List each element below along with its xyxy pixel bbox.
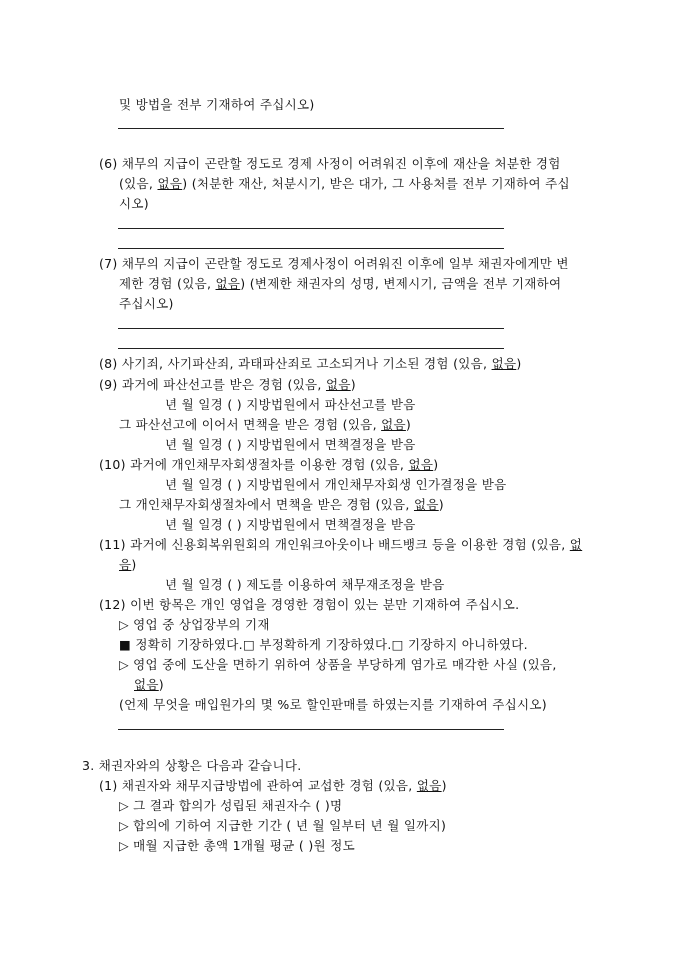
q11-number: (11) (99, 537, 126, 552)
checkbox-accurate: ■ 정확히 기장하였다. (119, 637, 243, 652)
q9-number: (9) (99, 377, 118, 392)
sec3-bullet2: ▷ 합의에 기하여 지급한 기간 ( 년 월 일부터 년 월 일까지) (119, 818, 447, 833)
sec3-bullet1: ▷ 그 결과 합의가 성립된 채권자수 ( )명 (119, 798, 343, 813)
sec3-q1: (1) 채권자와 채무지급방법에 관하여 교섭한 경험 (있음, 없음) (99, 778, 447, 793)
q6-line3: 시오) (119, 196, 149, 211)
q12-checkboxes (119, 637, 528, 653)
q7-line2: 제한 경험 (있음, 없음) (변제한 채권자의 성명, 변제시기, 금액을 전부 기재하여 (119, 276, 562, 291)
q6-line1: (6) 채무의 지급이 곤란할 정도로 경제 사정이 어려워진 이후에 재산을 처분한 경험 (99, 156, 561, 171)
q10-number: (10) (99, 457, 126, 472)
q9-date1: 년 월 일경 ( ) 지방법원에서 파산선고를 받음 (165, 397, 416, 412)
selected-option: 없음 (325, 377, 351, 392)
selected-option: 없음 (381, 417, 406, 432)
checkbox-not-kept: □ 기장하지 아니하였다. (391, 637, 528, 652)
sec3-bullet3: ▷ 매월 지급한 총액 1개월 평균 ( )원 정도 (119, 838, 355, 853)
answer-line (118, 328, 504, 329)
selected-option: 없 (569, 537, 583, 552)
q12-line: (12) 이번 항목은 개인 영업을 경영한 경험이 있는 분만 기재하여 주십시오. (99, 597, 520, 612)
q9-sub: 그 파산선고에 이어서 면책을 받은 경험 (있음, 없음) (119, 417, 412, 432)
q10-date1: 년 월 일경 ( ) 지방법원에서 개인채무자회생 인가결정을 받음 (165, 477, 507, 492)
answer-line (118, 128, 504, 129)
q10-sub: 그 개인채무자회생절차에서 면책을 받은 경험 (있음, 없음) (119, 497, 444, 512)
q7-line3: 주십시오) (119, 296, 174, 311)
selected-option: 없음 (134, 677, 159, 692)
q12-number: (12) (99, 597, 126, 612)
q11-line: (11) 과거에 신용회복위원회의 개인워크아웃이나 배드뱅크 등을 이용한 경험 (있음, 없 (99, 537, 583, 552)
q8-number: (8) (99, 356, 118, 371)
answer-line (118, 248, 504, 249)
q9-line: (9) 과거에 파산선고를 받은 경험 (있음, 없음) (99, 377, 356, 392)
selected-option: 없음 (215, 276, 241, 291)
answer-line (118, 228, 504, 229)
selected-option: 없음 (157, 176, 183, 191)
q7-line1: (7) 채무의 지급이 곤란할 정도로 경제사정이 어려워진 이후에 일부 채권자에게만 변 (99, 256, 569, 271)
intro-line: 및 방법을 전부 기재하여 주십시오) (119, 97, 315, 112)
q12-bullet1: ▷ 영업 중 상업장부의 기재 (119, 617, 270, 632)
q12-bullet2-answer: 없음) (134, 677, 164, 692)
q6-line2: (있음, 없음) (처분한 재산, 처분시기, 받은 대가, 그 사용처를 전부 기재하여 주십 (119, 176, 570, 191)
selected-option: 없음 (408, 457, 434, 472)
selected-option: 음 (119, 557, 132, 572)
section3-title: 3. 채권자와의 상황은 다음과 같습니다. (82, 758, 302, 773)
q11-date1: 년 월 일경 ( ) 제도를 이용하여 채무재조정을 받음 (165, 577, 445, 592)
q7-number: (7) (99, 256, 118, 271)
answer-line (118, 348, 504, 349)
answer-line (118, 729, 504, 730)
selected-option: 없음 (413, 497, 439, 512)
selected-option: 없음 (416, 778, 442, 793)
checkbox-inaccurate: □ 부정확하게 기장하였다. (242, 637, 392, 652)
q10-line: (10) 과거에 개인채무자회생절차를 이용한 경험 (있음, 없음) (99, 457, 439, 472)
q6-number: (6) (99, 156, 118, 171)
q12-note: (언제 무엇을 매입원가의 몇 %로 할인판매를 하였는지를 기재하여 주십시오) (119, 697, 547, 712)
q12-bullet2: ▷ 영업 중에 도산을 면하기 위하여 상품을 부당하게 염가로 매각한 사실 (있음, (119, 657, 557, 672)
selected-option: 없음 (491, 356, 517, 371)
q10-date2: 년 월 일경 ( ) 지방법원에서 면책결정을 받음 (165, 517, 416, 532)
sec3-q1-number: (1) (99, 778, 118, 793)
q11-line2: 음) (119, 557, 137, 572)
q9-date2: 년 월 일경 ( ) 지방법원에서 면책결정을 받음 (165, 437, 416, 452)
q8-line: (8) 사기죄, 사기파산죄, 과태파산죄로 고소되거나 기소된 경험 (있음, 없음) (99, 356, 522, 371)
